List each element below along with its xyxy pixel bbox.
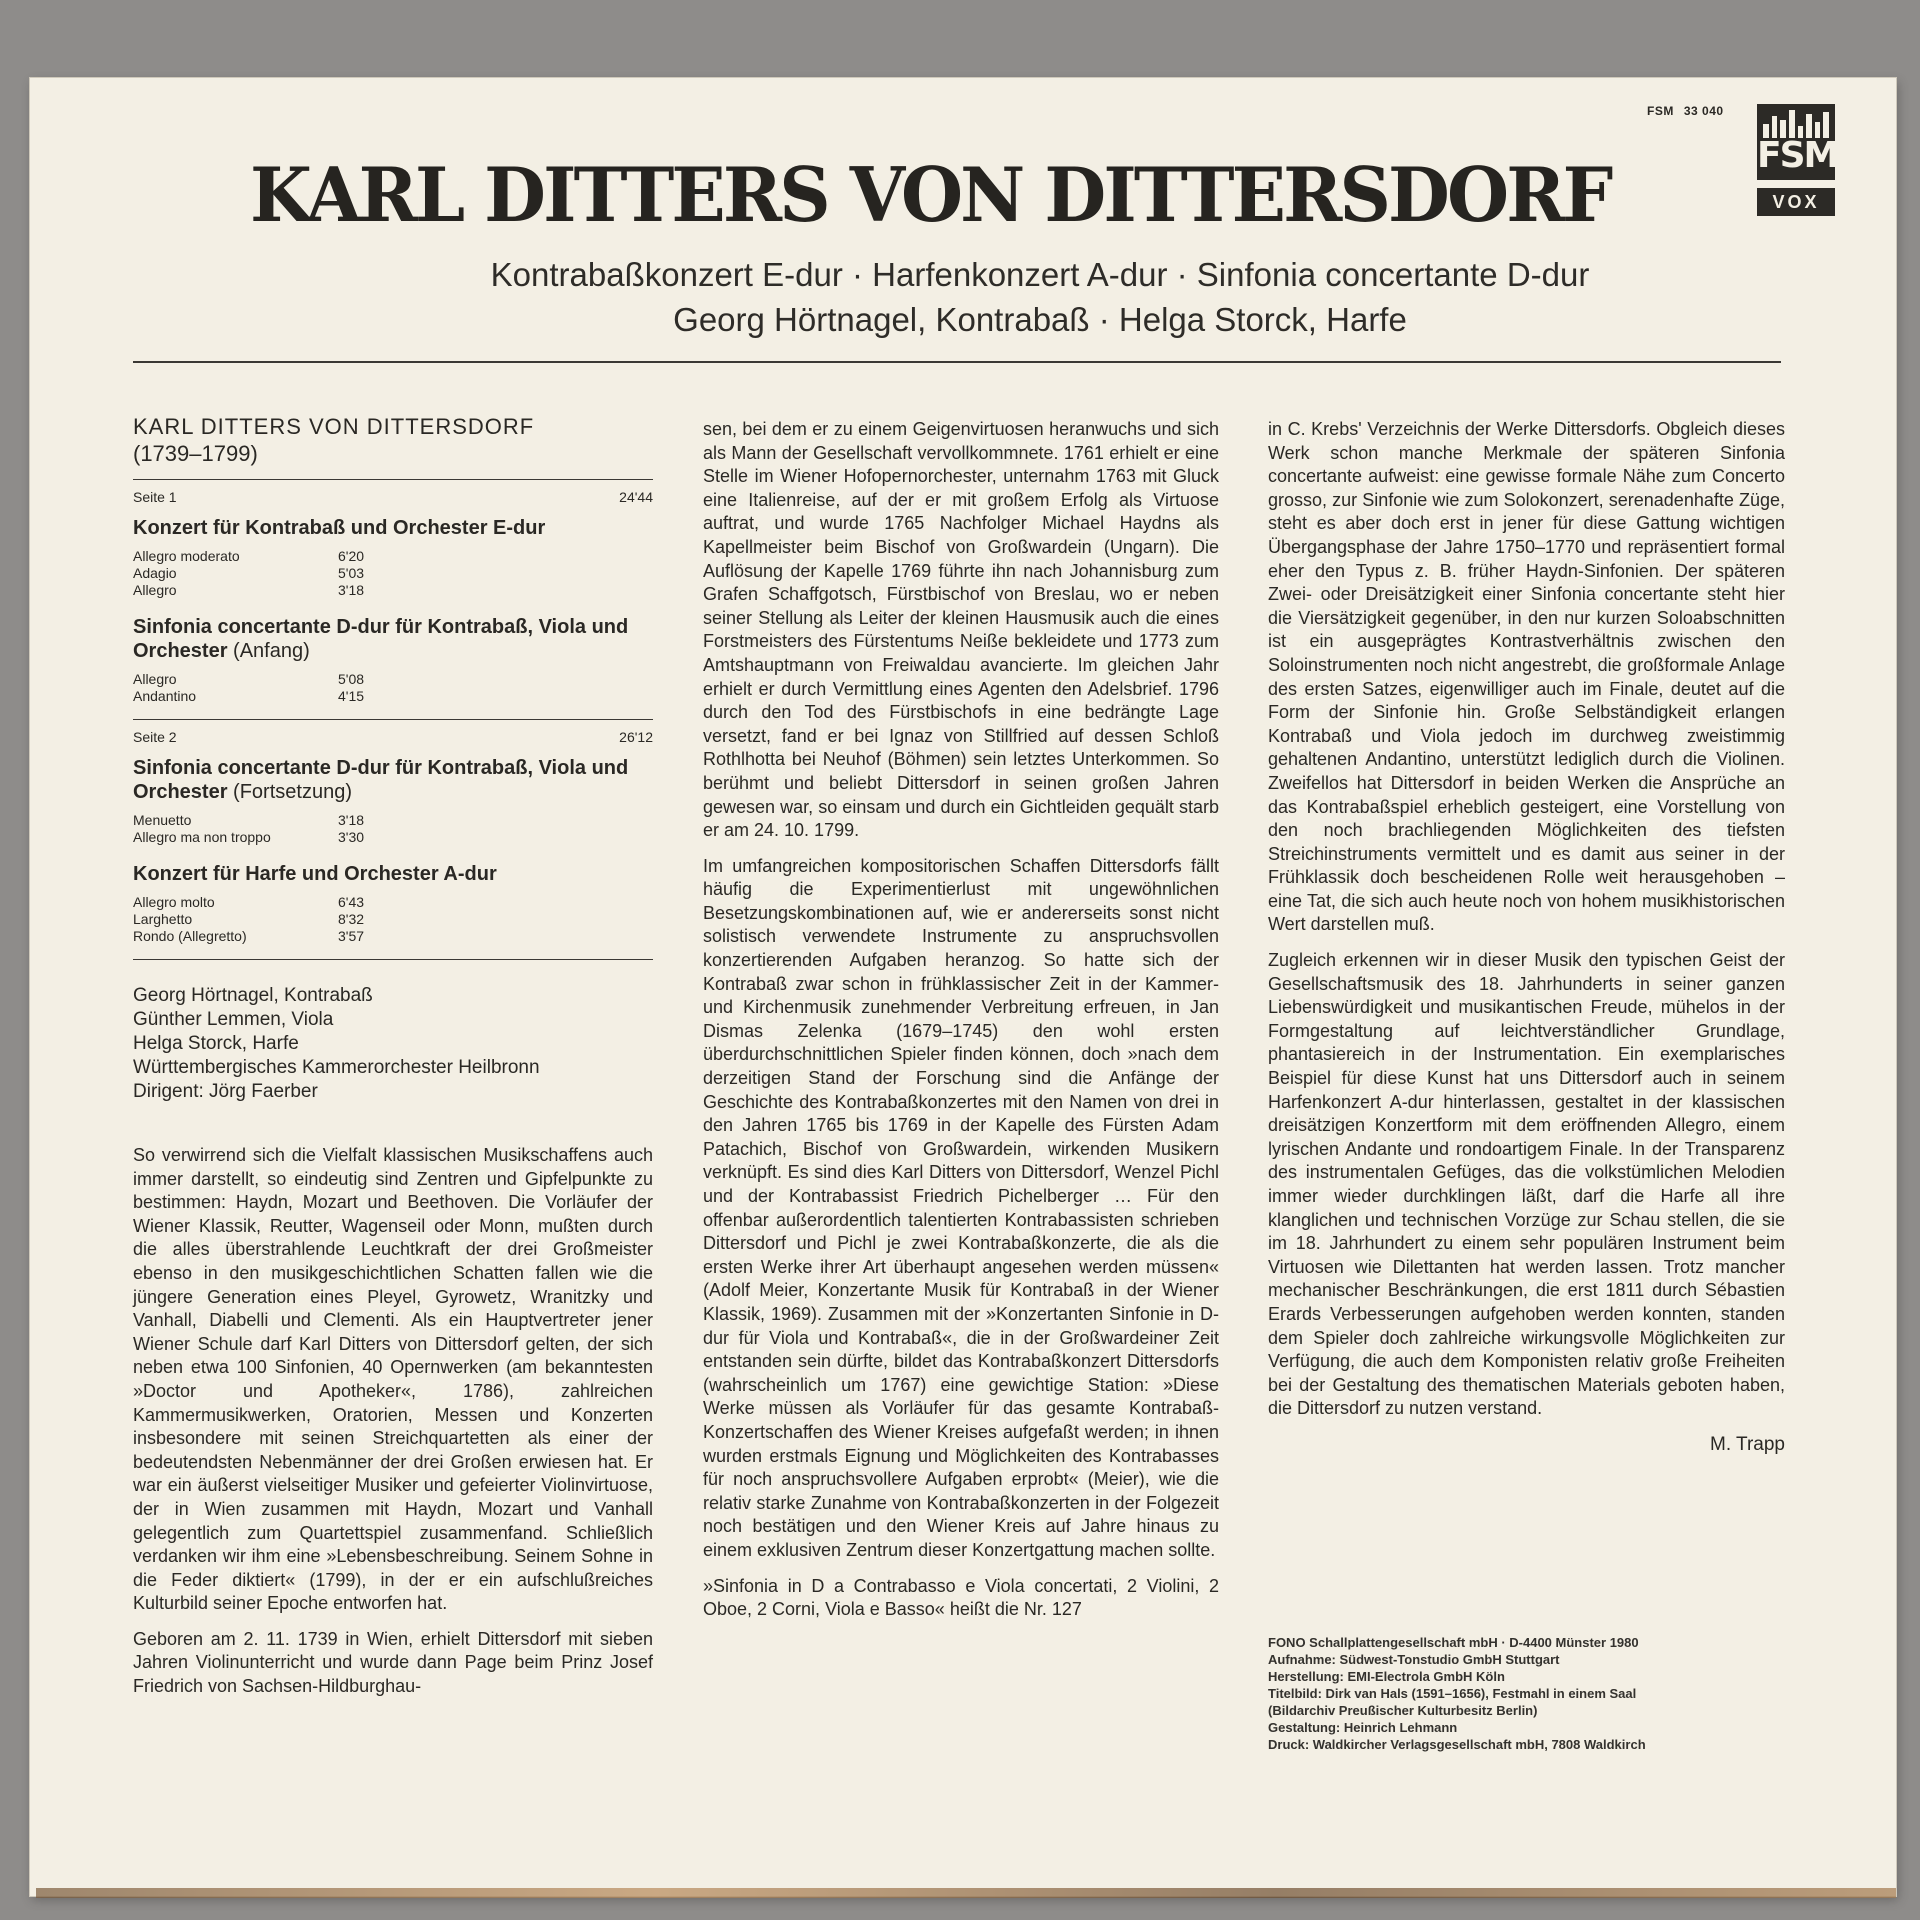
essay-paragraph: Im umfangreichen kompositorischen Schaffen Dittersdorfs fällt häufig die Experimentierlust mit ungewöhnlichen Besetzungskombinationen auf, wie er andererseits sonst nicht solistisch verwendete Instrumente zu anspruchsvollen konzertierenden Aufgaben heranzog. So hatte sich der Kontrabaß zwar schon in frühklassischer Zeit in der Kammer- und Kirchenmusik zunehmender Verbreitung erfreuen, in Jan Dismas Zelenka (1679–1745) den wohl ersten überdurchschnittlichen Spieler finden können, doch »nach dem derzeitigen Stand der Forschung sind die Anfänge der Geschichte des Kontrabaßkonzertes mit den Namen von drei in den Jahren 1765 bis 1769 in der Kapelle des Fürsten Adam Patachich, Bischof von Großwardein, wirkenden Musikern verknüpft. Es sind dies Karl Ditters von Dittersdorf, Wenzel Pichl und der Kontrabassist Friedrich Pichelberger … Für den offenbar außerordentlich talentierten Kontrabassisten schrieben Dittersdorf und Pichl je zwei Kontrabaßkonzerte, die als die ersten Werke ihrer Art überhaupt angesehen werden müssen« (Adolf Meier, Konzertante Musik für Kontrabaß in der Wiener Klassik, 1969). Zusammen mit der »Konzertanten Sinfonie in D-dur für Viola und Kontrabaß«, die in der Großwardeiner Zeit entstanden sein dürfte, bildet das Kontrabaßkonzert Dittersdorfs (wahrscheinlich um 1767) eine gewichtige Station: »Diese Werke müssen als Vorläufer für das gesamte Kontrabaß-Konzertschaffen des Wiener Kreises aufgefaßt werden; in ihnen wurden erstmals Eignung und Möglichkeiten des Kontrabasses für noch anspruchsvollere Aufgaben erprobt« (Meier), wie die relativ starke Zunahme von Kontrabaßkonzerten in der Folgezeit noch bestätigen und den Wiener Kreis auf Jahre hinaus zu einem exklusiven Zentrum dieser Konzertgattung machen sollte. bbox=[703, 855, 1219, 1560]
credit-line: Titelbild: Dirk van Hals (1591–1656), Festmahl in einem Saal bbox=[1268, 1686, 1637, 1701]
credit-line: Druck: Waldkircher Verlagsgesellschaft mbH, 7808 Waldkirch bbox=[1268, 1737, 1646, 1752]
fsm-logo-bars-icon bbox=[1763, 110, 1829, 138]
credit-line: Gestaltung: Heinrich Lehmann bbox=[1268, 1720, 1458, 1735]
work-title: Konzert für Kontrabaß und Orchester E-dur bbox=[133, 517, 546, 539]
credit-line: Herstellung: EMI-Electrola GmbH Köln bbox=[1268, 1669, 1505, 1684]
side-label: Seite 1 bbox=[133, 489, 177, 505]
work-title: Sinfonia concertante D-dur für Kontrabaß, Viola und Orchester (Fortsetzung) bbox=[133, 757, 629, 803]
divider bbox=[133, 719, 653, 720]
side-duration: 26'12 bbox=[619, 729, 653, 745]
essay-paragraph: sen, bei dem er zu einem Geigenvirtuosen heranwuchs und sich als Mann der Gesellschaft vervollkommnete. 1761 erhielt er eine Stelle im Wiener Hofopernorchester, unternahm 1763 mit Gluck eine Italienreise, auf der er mit großem Erfolg als Virtuose auftrat, und wurde 1765 Nachfolger Michael Haydns als Kapellmeister beim Bischof von Großwardein (Ungarn). Die Auflösung der Kapelle 1769 führte ihn nach Johannisburg zum Grafen Schaffgotsch, Fürstbischof von Breslau, wo er neben seiner Stellung als Leiter der kleinen Hausmusik auch die eines Forstmeisters des Fürstentums Neiße bekleidete und 1773 zum Amtshauptmann von Freiwaldau avancierte. Im gleichen Jahr erhielt er durch Vermittlung eines Agenten den Adelsbrief. 1796 durch den Tod des Fürstbischofs in eine bedrängte Lage versetzt, fand er bei Ignaz von Stillfried auf dessen Schloß Rothlhotta bei Neuhof (Böhmen) sein letztes Unterkommen. So berühmt und beliebt Dittersdorf in seinen großen Jahren gewesen war, so einsam und durch ein Gichtleiden gequält starb er am 24. 10. 1799. bbox=[703, 419, 1219, 841]
essay-paragraph: So verwirrend sich die Vielfalt klassischen Musikschaffens auch immer darstellt, so eindeutig sind Zentren und Gipfelpunkte zu bestimmen: Haydn, Mozart und Beethoven. Die Vorläufer der Wiener Klassik, Reutter, Wagenseil oder Monn, mußten durch die alles überstrahlende Leuchtkraft der drei Großmeister ebenso in den musikgeschichtlichen Schatten fallen wie die jüngere Generation eines Pleyel, Gyrowetz, Wranitzky und Vanhall, Diabelli und Clementi. Als ein Hauptvertreter jener Wiener Schule darf Karl Ditters von Dittersdorf gelten, der sich neben etwa 100 Sinfonien, 40 Opernwerken (am bekanntesten »Doctor und Apotheker«, 1786), zahlreichen Kammermusikwerken, Oratorien, Messen und Konzerten insbesondere mit seinen Streichquartetten als einer der bedeutendsten Nebenmänner der drei Großen erwiesen hat. Er war ein äußerst vielseitiger Musiker und gefeierter Violinvirtuose, der in Wien zusammen mit Haydn, Mozart und Vanhall gelegentlich zum Quartettspiel zusammenfand. Schließlich verdanken wir ihm eine »Lebensbeschreibung. Seinem Sohne in die Feder diktiert« (1799), in der er ein aufschlußreiches Kulturbild seiner Epoche entworfen hat. bbox=[133, 1145, 653, 1614]
side-label: Seite 2 bbox=[133, 729, 177, 745]
movement-row: Larghetto 8'32 bbox=[133, 911, 365, 927]
side-1-header bbox=[133, 488, 653, 506]
essay-paragraph: Zugleich erkennen wir in dieser Musik den typischen Geist der Gesellschaftsmusik des 18. Jahrhunderts in seiner ganzen Liebenswürdigkeit und musikantischen Freude, mühelos in der Formgestaltung auf leichtverständlicher Grundlage, phantasiereich in der Instrumentation. Ein exemplarisches Beispiel für diese Kunst hat uns Dittersdorf auch in seinem Harfenkonzert A-dur hinterlassen, gestaltet in der klassischen dreisätzigen Konzertform mit dem eröffnenden Allegro, einem lyrischen Andante und rondoartigem Finale. In der Transparenz des instrumentalen Gefüges, das die volkstümlichen Melodien immer wieder durchklingen läßt, darf die Harfe all ihre klanglichen und technischen Vorzüge zur Schau stellen, die sie im 18. Jahrhundert zu einem sehr populären Instrument beim Virtuosen wie Dilettanten hat werden lassen. Trotz mancher mechanischer Beschränkungen, die erst 1811 durch Sébastien Erards Verbesserungen aufgehoben werden konnten, standen dem Spieler doch zahlreiche wirkungsvolle Möglichkeiten zur Verfügung, die auch dem Komponisten relativ große Freiheiten bei der Gestaltung des thematischen Materials geboten haben, die Dittersdorf zu nutzen verstand. bbox=[1268, 950, 1785, 1419]
catalog-value: 33 040 bbox=[1683, 104, 1724, 118]
page-title: KARL DITTERS VON DITTERSDORF bbox=[250, 151, 1611, 239]
performer: Günther Lemmen, Viola bbox=[133, 1009, 334, 1030]
author-signature: M. Trapp bbox=[1710, 1433, 1785, 1455]
movement-row: Allegro ma non troppo 3'30 bbox=[133, 829, 365, 845]
work-title: Konzert für Harfe und Orchester A-dur bbox=[133, 863, 497, 885]
column-middle bbox=[703, 418, 1219, 1634]
performer: Dirigent: Jörg Faerber bbox=[133, 1081, 318, 1102]
essay-paragraph: »Sinfonia in D a Contrabasso e Viola concertati, 2 Violini, 2 Oboe, 2 Corni, Viola e Basso« heißt die Nr. 127 bbox=[703, 1575, 1219, 1620]
divider bbox=[133, 479, 653, 480]
movement-row: Menuetto 3'18 bbox=[133, 812, 365, 828]
essay-paragraph: Geboren am 2. 11. 1739 in Wien, erhielt Dittersdorf mit sieben Jahren Violinunterricht und wurde dann Page beim Prinz Josef Friedrich von Sachsen-Hildburghau- bbox=[133, 1628, 653, 1697]
fsm-logo-text: FSM bbox=[1757, 135, 1838, 176]
side-2-header bbox=[133, 728, 653, 746]
vox-logo: VOX bbox=[1757, 188, 1835, 216]
movement-row: Allegro moderato 6'20 bbox=[133, 548, 365, 564]
performer: Georg Hörtnagel, Kontrabaß bbox=[133, 985, 373, 1006]
soloists-subtitle: Georg Hörtnagel, Kontrabaß · Helga Storck, Harfe bbox=[673, 301, 1407, 338]
production-credits bbox=[1268, 1634, 1785, 1753]
works-subtitle: Kontrabaßkonzert E-dur · Harfenkonzert A-dur · Sinfonia concertante D-dur bbox=[490, 256, 1590, 293]
background-edge bbox=[36, 1888, 1896, 1898]
performer: Helga Storck, Harfe bbox=[133, 1033, 299, 1054]
essay-paragraph: in C. Krebs' Verzeichnis der Werke Dittersdorfs. Obgleich dieses Werk schon manche Merkmale der späteren Sinfonia concertante aufweist: eine gewisse formale Nähe zum Concerto grosso, zur Sinfonie wie zum Solokonzert, serenadenhafte Züge, steht es aber doch erst in jener für diese Gattung wichtigen Übergangsphase der Jahre 1750–1770 und repräsentiert formal eher den Typus z. B. früher Haydn-Sinfonien. Der späteren Zwei- oder Dreisätzigkeit einer Sinfonia concertante steht hier die Viersätzigkeit gegenüber, in den nur kurzen Soloabschnitten ist ein ausgeprägtes Kontrastverhältnis zwischen den Soloinstrumenten noch nicht angestrebt, die großformale Anlage des ersten Satzes, eigenwilliger auch im Finale, deutet auf die Form der Sinfonie hin. Große Selbständigkeit erlangen Kontrabaß und Viola jedoch im durchweg zweistimmig gehaltenen Andantino, unterstützt lediglich durch die Violinen. Zweifellos hat Dittersdorf in beiden Werken die Ansprüche an das Kontrabaßspiel erheblich gesteigert, eine Vorstellung von den noch brachliegenden Möglichkeiten des tiefsten Streichinstruments vermittelt und es damit aus seiner in der Frühklassik doch bescheidenen Rolle weit herausgehoben – eine Tat, die sich auch heute noch von hohem musikhistorischen Wert darstellen muß. bbox=[1268, 419, 1785, 935]
catalog-label: FSM bbox=[1647, 104, 1674, 118]
column-right bbox=[1268, 418, 1785, 1457]
credit-line: FONO Schallplattengesellschaft mbH · D-4400 Münster 1980 bbox=[1268, 1635, 1639, 1650]
credit-line: (Bildarchiv Preußischer Kulturbesitz Berlin) bbox=[1268, 1703, 1538, 1718]
catalog-number bbox=[1647, 104, 1734, 118]
divider bbox=[133, 959, 653, 960]
composer-name: KARL DITTERS VON DITTERSDORF bbox=[133, 414, 535, 439]
performers-list bbox=[133, 984, 653, 1104]
performer: Württembergisches Kammerorchester Heilbronn bbox=[133, 1057, 540, 1078]
composer-years: (1739–1799) bbox=[133, 441, 258, 466]
side-duration: 24'44 bbox=[619, 489, 653, 505]
movement-row: Andantino 4'15 bbox=[133, 688, 365, 704]
movement-row: Allegro 5'08 bbox=[133, 671, 365, 687]
movement-row: Adagio 5'03 bbox=[133, 565, 365, 581]
work-title: Sinfonia concertante D-dur für Kontrabaß, Viola und Orchester (Anfang) bbox=[133, 616, 629, 662]
credit-line: Aufnahme: Südwest-Tonstudio GmbH Stuttgart bbox=[1268, 1652, 1560, 1667]
column-left bbox=[133, 413, 653, 1711]
fsm-logo bbox=[1757, 104, 1838, 180]
header-divider bbox=[133, 361, 1781, 363]
movement-row: Rondo (Allegretto) 3'57 bbox=[133, 928, 365, 944]
movement-row: Allegro molto 6'43 bbox=[133, 894, 365, 910]
movement-row: Allegro 3'18 bbox=[133, 582, 365, 598]
